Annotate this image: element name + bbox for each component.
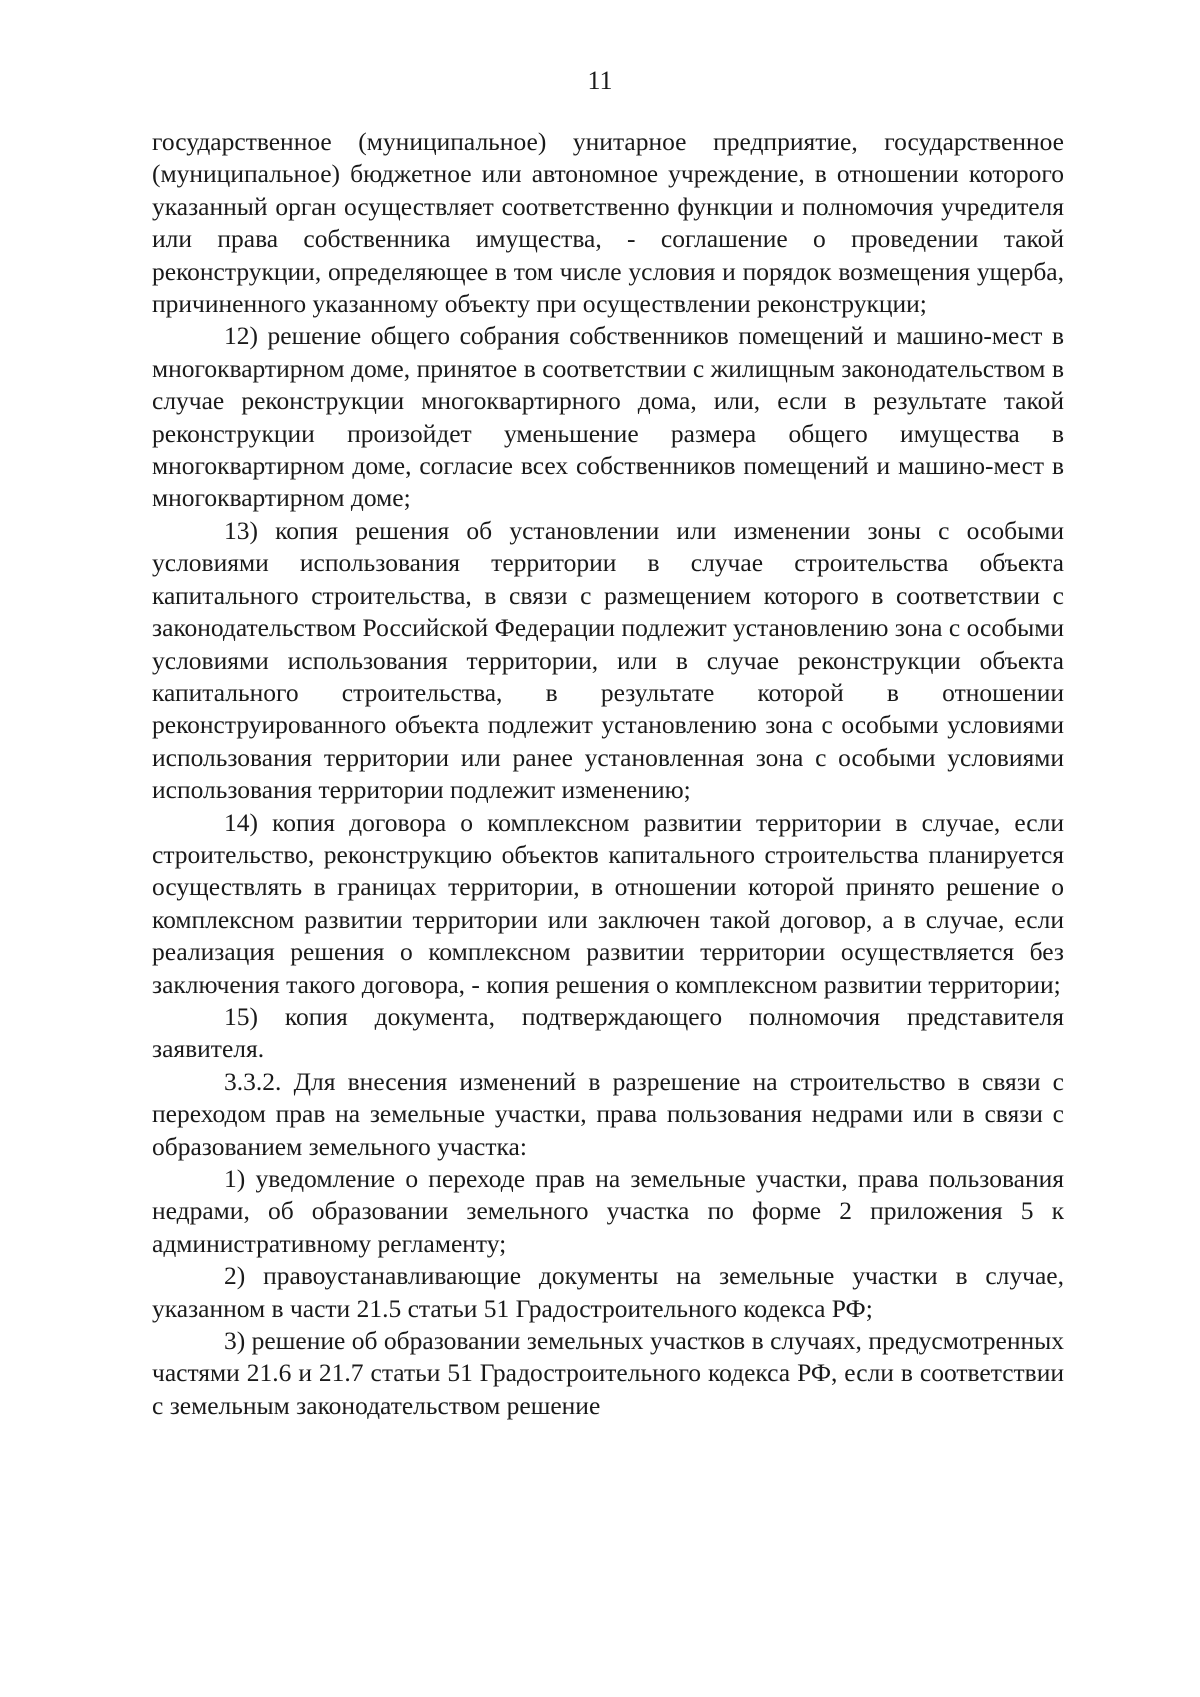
- paragraph-item-13: 13) копия решения об установлении или изменении зоны с особыми условиями использования территории в случае строительства объекта капитального строительства, в связи с размещением которого в соответствии с законодательством Российской Федерации подлежит установлению зона с особыми условиями использования территории, или в случае реконструкции объекта капитального строительства, в результате которой в отношении реконструированного объекта подлежит установлению зона с особыми условиями использования территории или ранее установленная зона с особыми условиями использования территории подлежит изменению;: [152, 515, 1064, 805]
- paragraph-continuation: государственное (муниципальное) унитарное предприятие, государственное (муниципальное) бюджетное или автономное учреждение, в отношении которого указанный орган осуществляет соответственно функции и полномочия учредителя или права собственника имущества, - соглашение о проведении такой реконструкции, определяющее в том числе условия и порядок возмещения ущерба, причиненного указанному объекту при осуществлении реконструкции;: [152, 127, 1064, 319]
- paragraph-item-15: 15) копия документа, подтверждающего полномочия представителя заявителя.: [152, 1001, 1064, 1064]
- paragraph-item-3: 3) решение об образовании земельных участков в случаях, предусмотренных частями 21.6 и 21.7 статьи 51 Градостроительного кодекса РФ, если в соответствии с земельным законодательством решение: [152, 1326, 1064, 1420]
- paragraph-section-3-3-2: 3.3.2. Для внесения изменений в разрешение на строительство в связи с переходом прав на земельные участки, права пользования недрами или в связи с образованием земельного участка:: [152, 1066, 1064, 1161]
- document-body: [152, 126, 1064, 1422]
- paragraph-item-1: 1) уведомление о переходе прав на земельные участки, права пользования недрами, об образовании земельного участка по форме 2 приложения 5 к административному регламенту;: [152, 1164, 1064, 1258]
- paragraph-item-12: 12) решение общего собрания собственников помещений и машино-мест в многоквартирном доме, принятое в соответствии с жилищным законодательством в случае реконструкции многоквартирного дома, или, если в результате такой реконструкции произойдет уменьшение размера общего имущества в многоквартирном доме, согласие всех собственников помещений и машино-мест в многоквартирном доме;: [152, 321, 1064, 513]
- page-number: 11: [587, 66, 613, 95]
- paragraph-item-14: 14) копия договора о комплексном развитии территории в случае, если строительство, реконструкцию объектов капитального строительства планируется осуществлять в границах территории, в отношении которой принято решение о комплексном развитии территории или заключен такой договор, а в случае, если реализация решения о комплексном развитии территории осуществляется без заключения такого договора, - копия решения о комплексном развитии территории;: [152, 807, 1064, 999]
- paragraph-item-2: 2) правоустанавливающие документы на земельные участки в случае, указанном в части 21.5 статьи 51 Градостроительного кодекса РФ;: [152, 1261, 1064, 1323]
